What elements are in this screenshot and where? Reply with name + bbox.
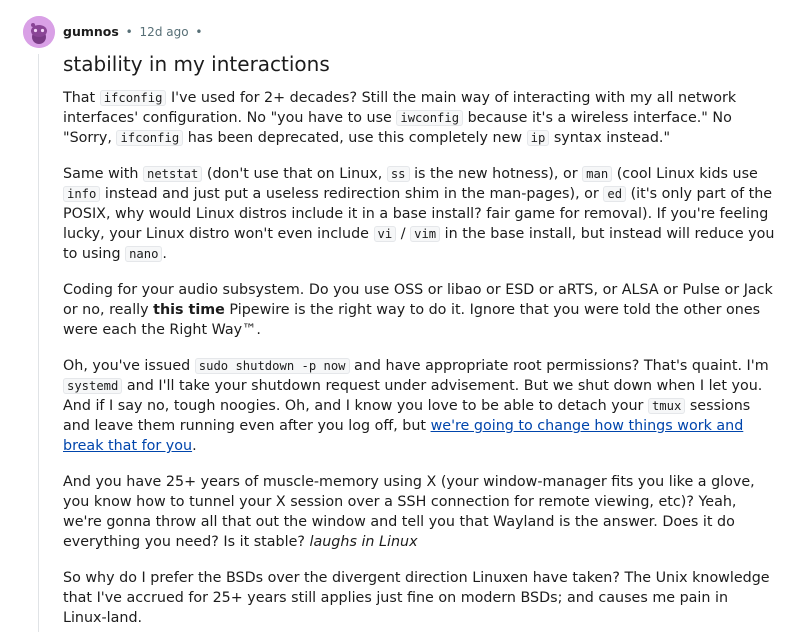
snoo-avatar-icon — [23, 16, 55, 48]
author-link[interactable]: gumnos — [63, 24, 119, 39]
text: syntax instead." — [549, 130, 671, 146]
inline-code: nano — [125, 246, 162, 262]
paragraph-5 — [63, 472, 775, 552]
text: is the new hotness), or — [409, 166, 583, 182]
text: . — [192, 438, 197, 454]
text: So why do I prefer the BSDs over the divergent direction Linuxen have taken? The Unix knowledge that I've accrued for 25+ years still applies just fine on modern BSDs; and causes me pain in Linux-land. — [63, 570, 770, 626]
inline-code: iwconfig — [396, 110, 463, 126]
user-avatar[interactable] — [23, 16, 55, 48]
text: in the base install, but instead will reduce you to using — [63, 226, 775, 262]
inline-code: vim — [410, 226, 440, 242]
paragraph-2 — [63, 164, 775, 264]
text: I've used for 2+ decades? Still the main way of interacting with my all network interfaces' configuration. No "you have to use — [63, 90, 737, 126]
inline-code: netstat — [143, 166, 202, 182]
text: (cool Linux kids use — [612, 166, 758, 182]
inline-code: tmux — [648, 398, 685, 414]
text: Oh, you've issued — [63, 358, 195, 374]
text: has been deprecated, use this completely new — [183, 130, 527, 146]
text: and have appropriate root permissions? That's quaint. I'm — [349, 358, 769, 374]
paragraph-6 — [63, 568, 775, 628]
meta-separator: • — [125, 25, 133, 39]
inline-code: ss — [387, 166, 410, 182]
text: That — [63, 90, 100, 106]
bold-text: this time — [153, 302, 225, 318]
comment-title: stability in my interactions — [63, 52, 330, 76]
inline-code: man — [582, 166, 612, 182]
inline-code: systemd — [63, 378, 122, 394]
italic-text: laughs in Linux — [309, 534, 418, 550]
inline-code: vi — [374, 226, 397, 242]
paragraph-1 — [63, 88, 775, 148]
text: Same with — [63, 166, 143, 182]
text: (don't use that on Linux, — [202, 166, 387, 182]
inline-code: sudo shutdown -p now — [195, 358, 350, 374]
inline-code: info — [63, 186, 100, 202]
inline-code: ifconfig — [100, 90, 167, 106]
inline-code: ed — [603, 186, 626, 202]
comment-age[interactable]: 12d ago — [139, 25, 189, 39]
text: (it's only part of the POSIX, why would Linux distros include it in a base install? fair game for removal). If you're feeling lucky, your Linux distro won't even include — [63, 186, 773, 242]
thread-line[interactable] — [38, 54, 39, 632]
text: because it's a wireless interface." No "Sorry, — [63, 110, 732, 146]
text: Pipewire is the right way to do it. Ignore that you were told the other ones were each the Right Way™. — [63, 302, 761, 338]
text: instead and just put a useless redirection shim in the man-pages), or — [100, 186, 604, 202]
text: sessions and leave them running even after you log off, but — [63, 398, 751, 434]
text: Coding for your audio subsystem. Do you use OSS or libao or ESD or aRTS, or ALSA or Pulse or Jack or no, really — [63, 282, 773, 318]
text: and I'll take your shutdown request under advisement. But we shut down when I let you. And if I say no, tough noogies. Oh, and I know you love to be able to detach your — [63, 378, 763, 414]
paragraph-4 — [63, 356, 775, 456]
inline-code: ifconfig — [116, 130, 183, 146]
text: And you have 25+ years of muscle-memory using X (your window-manager fits you like a glove, you know how to tunnel your X session over a SSH connection for remote viewing, etc)? Yeah, we're gonna throw all that out the window and tell you that Wayland is the answer. Does it do everything you need? Is it stable? — [63, 474, 755, 550]
comment-body — [63, 88, 775, 644]
comment-meta — [63, 24, 205, 40]
inline-link[interactable]: we're going to change how things work and break that for you — [63, 418, 744, 454]
text: . — [162, 246, 167, 262]
meta-separator-2: • — [195, 25, 203, 39]
paragraph-3 — [63, 280, 775, 340]
inline-code: ip — [527, 130, 550, 146]
text: / — [396, 226, 411, 242]
